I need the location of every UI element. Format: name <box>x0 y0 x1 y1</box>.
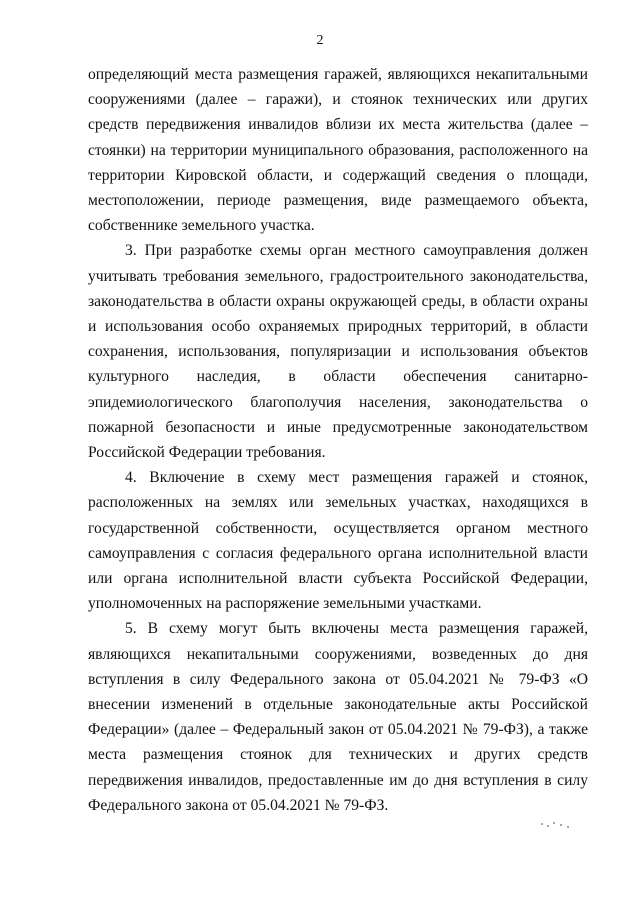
scan-artifact-dots <box>541 822 571 828</box>
paragraph-item-5: 5. В схему могут быть включены места размещения гаражей, являющихся некапитальными сооружениями, возведенных до дня вступления в силу Федерального закона от 05.04.2021 № 79-ФЗ «О внесении изменений в отдельные законодательные акты Российской Федерации» (далее – Федеральный закон от 05.04.2021 № 79-ФЗ), а также места размещения стоянок для технических и других средств передвижения инвалидов, предоставленные им до дня вступления в силу Федерального закона от 05.04.2021 № 79-ФЗ. <box>88 620 588 814</box>
document-body <box>88 62 588 818</box>
page-number: 2 <box>316 33 324 48</box>
paragraph-item-3: 3. При разработке схемы орган местного самоуправления должен учитывать требования земельного, градостроительного законодательства, законодательства в области охраны окружающей среды, в области охраны и использования особо охраняемых природных территорий, в области сохранения, использования, популяризации и использования объектов культурного наследия, в области обеспечения санитарно-эпидемиологического благополучия населения, законодательства о пожарной безопасности и иные предусмотренные законодательством Российской Федерации требования. <box>88 242 588 462</box>
paragraph-continuation: определяющий места размещения гаражей, являющихся некапитальными сооружениями (далее – гаражи), и стоянок технических или других средств передвижения инвалидов вблизи их места жительства (далее – стоянки) на территории муниципального образования, расположенного на территории Кировской области, и содержащий сведения о площади, местоположении, периоде размещения, виде размещаемого объекта, собственнике земельного участка. <box>88 66 588 235</box>
paragraph-item-4: 4. Включение в схему мест размещения гаражей и стоянок, расположенных на землях или земельных участках, находящихся в государственной собственности, осуществляется органом местного самоуправления с согласия федерального органа исполнительной власти или органа исполнительной власти субъекта Российской Федерации, уполномоченных на распоряжение земельными участками. <box>88 469 588 613</box>
